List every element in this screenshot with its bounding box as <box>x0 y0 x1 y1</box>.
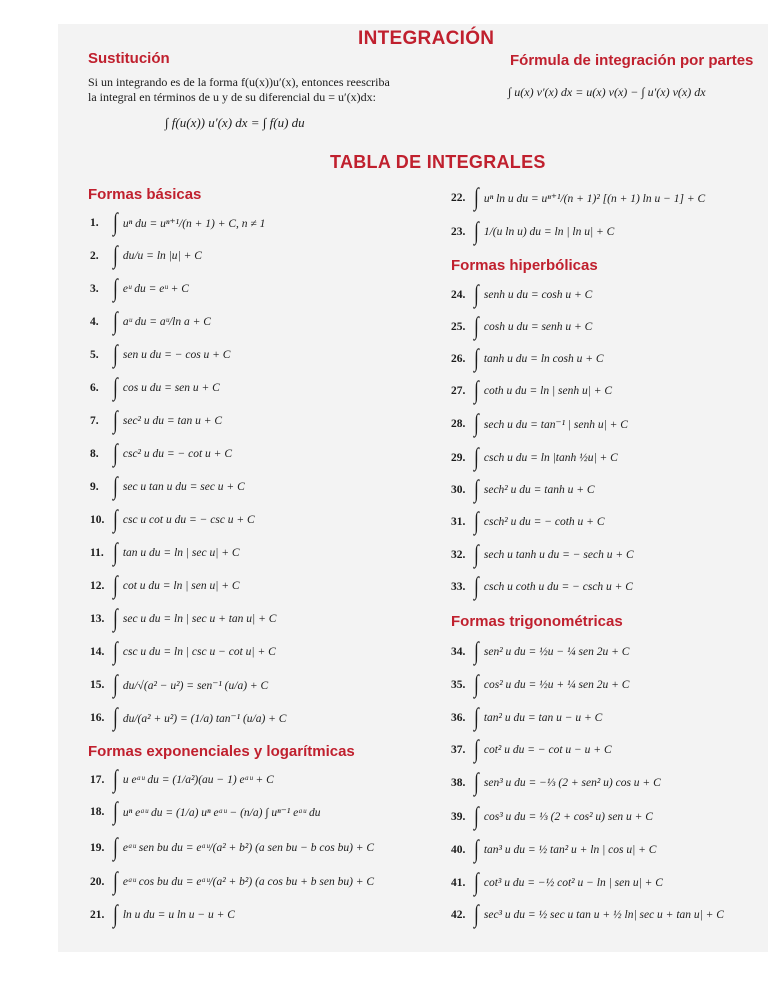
formula-expression: csc² u du = − cot u + C <box>122 448 232 460</box>
formula-42 <box>451 903 724 927</box>
formula-32 <box>451 543 634 567</box>
formula-expression: sec u tan u du = sec u + C <box>122 481 245 493</box>
integral-sign-icon: ∫ <box>474 281 479 308</box>
formula-number: 1. <box>90 217 99 229</box>
integral-sign-icon: ∫ <box>113 638 118 665</box>
formula-expression: eᵘ du = eᵘ + C <box>122 283 189 295</box>
integral-sign-icon: ∫ <box>474 508 479 535</box>
formula-8 <box>90 442 232 466</box>
formula-expression: du/u = ln |u| + C <box>122 250 202 262</box>
formula-expression: cos³ u du = ⅓ (2 + cos² u) sen u + C <box>483 811 653 823</box>
formula-expression: uⁿ ln u du = uⁿ⁺¹/(n + 1)² [(n + 1) ln u − 1] + C <box>483 193 706 205</box>
formula-24 <box>451 283 592 307</box>
integral-sign-icon: ∫ <box>113 473 118 500</box>
formula-number: 34. <box>451 646 466 658</box>
formula-19 <box>90 836 374 860</box>
formula-number: 4. <box>90 316 99 328</box>
formula-number: 11. <box>90 547 104 559</box>
formula-31 <box>451 510 605 534</box>
formula-expression: tan u du = ln | sec u| + C <box>122 547 240 559</box>
integral-sign-icon: ∫ <box>113 506 118 533</box>
integral-sign-icon: ∫ <box>474 218 479 245</box>
formula-number: 2. <box>90 250 99 262</box>
formula-4 <box>90 310 211 334</box>
formula-33 <box>451 575 633 599</box>
substitution-text-line1: Si un integrando es de la forma f(u(x))u′(x), entonces reescriba <box>88 75 390 89</box>
formula-37 <box>451 738 612 762</box>
integral-sign-icon: ∫ <box>113 766 118 793</box>
formula-expression: cos² u du = ½u + ¼ sen 2u + C <box>483 679 630 691</box>
formula-number: 8. <box>90 448 99 460</box>
main-title: INTEGRACIÓN <box>358 28 495 49</box>
formula-number: 32. <box>451 549 466 561</box>
integral-sign-icon: ∫ <box>474 638 479 665</box>
formula-expression: senh u du = cosh u + C <box>483 289 593 301</box>
formula-expression: sech u tanh u du = − sech u + C <box>483 549 634 561</box>
trig-heading: Formas trigonométricas <box>451 613 623 630</box>
formula-7 <box>90 409 222 433</box>
integral-sign-icon: ∫ <box>474 671 479 698</box>
formula-number: 27. <box>451 385 466 397</box>
formula-18 <box>90 800 321 824</box>
formula-expression: uⁿ eᵃᵘ du = (1/a) uⁿ eᵃᵘ − (n/a) ∫ uⁿ⁻¹ eᵃᵘ du <box>122 807 321 819</box>
integral-sign-icon: ∫ <box>474 476 479 503</box>
formula-number: 28. <box>451 418 466 430</box>
formula-number: 18. <box>90 806 105 818</box>
formula-expression: cot² u du = − cot u − u + C <box>483 744 612 756</box>
formula-number: 17. <box>90 774 105 786</box>
formula-expression: sen u du = − cos u + C <box>122 349 231 361</box>
integral-sign-icon: ∫ <box>474 736 479 763</box>
integral-sign-icon: ∫ <box>474 377 479 404</box>
formula-expression: 1/(u ln u) du = ln | ln u| + C <box>483 226 615 238</box>
formula-number: 31. <box>451 516 466 528</box>
integral-sign-icon: ∫ <box>474 345 479 372</box>
integral-sign-icon: ∫ <box>113 868 118 895</box>
formula-expression: tan³ u du = ½ tan² u + ln | cos u| + C <box>483 844 657 856</box>
formula-number: 14. <box>90 646 105 658</box>
formula-2 <box>90 244 202 268</box>
formula-expression: csch² u du = − coth u + C <box>483 516 605 528</box>
integral-sign-icon: ∫ <box>474 869 479 896</box>
formula-expression: ln u du = u ln u − u + C <box>122 909 235 921</box>
formula-number: 10. <box>90 514 105 526</box>
exp-log-heading: Formas exponenciales y logarítmicas <box>88 743 355 760</box>
formula-35 <box>451 673 629 697</box>
integral-sign-icon: ∫ <box>113 605 118 632</box>
integral-sign-icon: ∫ <box>113 275 118 302</box>
substitution-heading: Sustitución <box>88 50 170 67</box>
integral-sign-icon: ∫ <box>113 341 118 368</box>
formula-10 <box>90 508 255 532</box>
formula-number: 26. <box>451 353 466 365</box>
integral-sign-icon: ∫ <box>113 539 118 566</box>
formula-number: 29. <box>451 452 466 464</box>
formula-number: 3. <box>90 283 99 295</box>
integral-sign-icon: ∫ <box>474 901 479 928</box>
integral-sign-icon: ∫ <box>474 836 479 863</box>
formula-number: 12. <box>90 580 105 592</box>
formula-expression: sech² u du = tanh u + C <box>483 484 595 496</box>
integral-sign-icon: ∫ <box>474 704 479 731</box>
formula-13 <box>90 607 276 631</box>
formula-23 <box>451 220 614 244</box>
integral-sign-icon: ∫ <box>113 407 118 434</box>
formula-1 <box>90 211 265 235</box>
formula-expression: sec² u du = tan u + C <box>122 415 223 427</box>
formula-expression: aᵘ du = aᵘ/ln a + C <box>122 316 211 328</box>
formula-expression: tan² u du = tan u − u + C <box>483 712 603 724</box>
substitution-text <box>88 75 438 105</box>
formula-29 <box>451 446 618 470</box>
integral-sign-icon: ∫ <box>113 572 118 599</box>
formula-number: 25. <box>451 321 466 333</box>
formula-expression: eᵃᵘ sen bu du = eᵃᵘ/(a² + b²) (a sen bu − b cos bu) + C <box>122 842 375 854</box>
formula-11 <box>90 541 240 565</box>
formula-25 <box>451 315 592 339</box>
formula-15 <box>90 673 268 697</box>
formula-3 <box>90 277 189 301</box>
formula-36 <box>451 706 602 730</box>
formula-expression: csch u coth u du = − csch u + C <box>483 581 633 593</box>
formula-expression: sec u du = ln | sec u + tan u| + C <box>122 613 277 625</box>
formula-number: 22. <box>451 192 466 204</box>
formula-16 <box>90 706 286 730</box>
formula-22 <box>451 186 705 210</box>
formula-17 <box>90 768 274 792</box>
formula-26 <box>451 347 604 371</box>
formula-number: 9. <box>90 481 99 493</box>
integral-sign-icon: ∫ <box>474 803 479 830</box>
integral-sign-icon: ∫ <box>113 308 118 335</box>
formula-41 <box>451 871 663 895</box>
hyperbolic-heading: Formas hiperbólicas <box>451 257 598 274</box>
integral-sign-icon: ∫ <box>474 410 479 437</box>
formula-39 <box>451 805 653 829</box>
formula-expression: cos u du = sen u + C <box>122 382 220 394</box>
formula-number: 19. <box>90 842 105 854</box>
formula-number: 21. <box>90 909 105 921</box>
formula-12 <box>90 574 240 598</box>
formula-expression: csch u du = ln |tanh ½u| + C <box>483 452 618 464</box>
formula-expression: sen² u du = ½u − ¼ sen 2u + C <box>483 646 630 658</box>
formula-14 <box>90 640 276 664</box>
formula-number: 24. <box>451 289 466 301</box>
substitution-text-line2: la integral en términos de u y de su diferencial du = u′(x)dx: <box>88 90 376 104</box>
formula-expression: cot u du = ln | sen u| + C <box>122 580 240 592</box>
formula-27 <box>451 379 612 403</box>
formula-40 <box>451 838 656 862</box>
table-title: TABLA DE INTEGRALES <box>330 152 546 172</box>
formula-number: 16. <box>90 712 105 724</box>
integral-sign-icon: ∫ <box>113 671 118 698</box>
formula-expression: du/√(a² − u²) = sen⁻¹ (u/a) + C <box>122 680 269 692</box>
formula-6 <box>90 376 220 400</box>
formula-number: 36. <box>451 712 466 724</box>
formula-expression: cosh u du = senh u + C <box>483 321 593 333</box>
integral-sign-icon: ∫ <box>113 374 118 401</box>
formula-number: 38. <box>451 777 466 789</box>
formula-number: 42. <box>451 909 466 921</box>
formula-number: 40. <box>451 844 466 856</box>
formula-number: 37. <box>451 744 466 756</box>
integral-sign-icon: ∫ <box>113 798 118 825</box>
formula-28 <box>451 412 628 436</box>
formula-number: 35. <box>451 679 466 691</box>
basic-forms-heading: Formas básicas <box>88 186 202 203</box>
formula-expression: sec³ u du = ½ sec u tan u + ½ ln| sec u + tan u| + C <box>483 909 724 921</box>
formula-number: 13. <box>90 613 105 625</box>
formula-number: 33. <box>451 581 466 593</box>
integral-sign-icon: ∫ <box>474 184 479 211</box>
formula-30 <box>451 478 595 502</box>
parts-formula: ∫ u(x) v′(x) dx = u(x) v(x) − ∫ u′(x) v(x) dx <box>508 85 706 99</box>
formula-34 <box>451 640 629 664</box>
formula-expression: cot³ u du = −½ cot² u − ln | sen u| + C <box>483 877 663 889</box>
formula-expression: eᵃᵘ cos bu du = eᵃᵘ/(a² + b²) (a cos bu + b sen bu) + C <box>122 876 375 888</box>
formula-38 <box>451 771 661 795</box>
formula-expression: csc u du = ln | csc u − cot u| + C <box>122 646 276 658</box>
integral-sign-icon: ∫ <box>474 573 479 600</box>
formula-expression: du/(a² + u²) = (1/a) tan⁻¹ (u/a) + C <box>122 713 287 725</box>
formula-number: 39. <box>451 811 466 823</box>
integral-sign-icon: ∫ <box>474 541 479 568</box>
formula-expression: tanh u du = ln cosh u + C <box>483 353 604 365</box>
formula-expression: coth u du = ln | senh u| + C <box>483 385 613 397</box>
integral-sign-icon: ∫ <box>113 834 118 861</box>
integral-sign-icon: ∫ <box>474 313 479 340</box>
integral-sign-icon: ∫ <box>113 242 118 269</box>
parts-heading: Fórmula de integración por partes <box>510 52 754 69</box>
formula-expression: sen³ u du = −⅓ (2 + sen² u) cos u + C <box>483 777 661 789</box>
formula-5 <box>90 343 230 367</box>
integral-sign-icon: ∫ <box>474 444 479 471</box>
integral-sign-icon: ∫ <box>113 704 118 731</box>
formula-number: 30. <box>451 484 466 496</box>
formula-number: 7. <box>90 415 99 427</box>
formula-number: 6. <box>90 382 99 394</box>
integral-sign-icon: ∫ <box>474 769 479 796</box>
formula-number: 15. <box>90 679 105 691</box>
integral-sign-icon: ∫ <box>113 901 118 928</box>
formula-expression: sech u du = tan⁻¹ | senh u| + C <box>483 419 628 431</box>
formula-number: 41. <box>451 877 466 889</box>
formula-expression: u eᵃᵘ du = (1/a²)(au − 1) eᵃᵘ + C <box>122 774 274 786</box>
formula-21 <box>90 903 235 927</box>
formula-number: 5. <box>90 349 99 361</box>
integral-sign-icon: ∫ <box>113 440 118 467</box>
integral-sign-icon: ∫ <box>113 209 118 236</box>
formula-20 <box>90 870 374 894</box>
formula-number: 20. <box>90 876 105 888</box>
formula-number: 23. <box>451 226 466 238</box>
substitution-formula: ∫ f(u(x)) u′(x) dx = ∫ f(u) du <box>165 115 305 130</box>
formula-expression: csc u cot u du = − csc u + C <box>122 514 255 526</box>
formula-9 <box>90 475 245 499</box>
formula-expression: uⁿ du = uⁿ⁺¹/(n + 1) + C, n ≠ 1 <box>122 218 266 230</box>
